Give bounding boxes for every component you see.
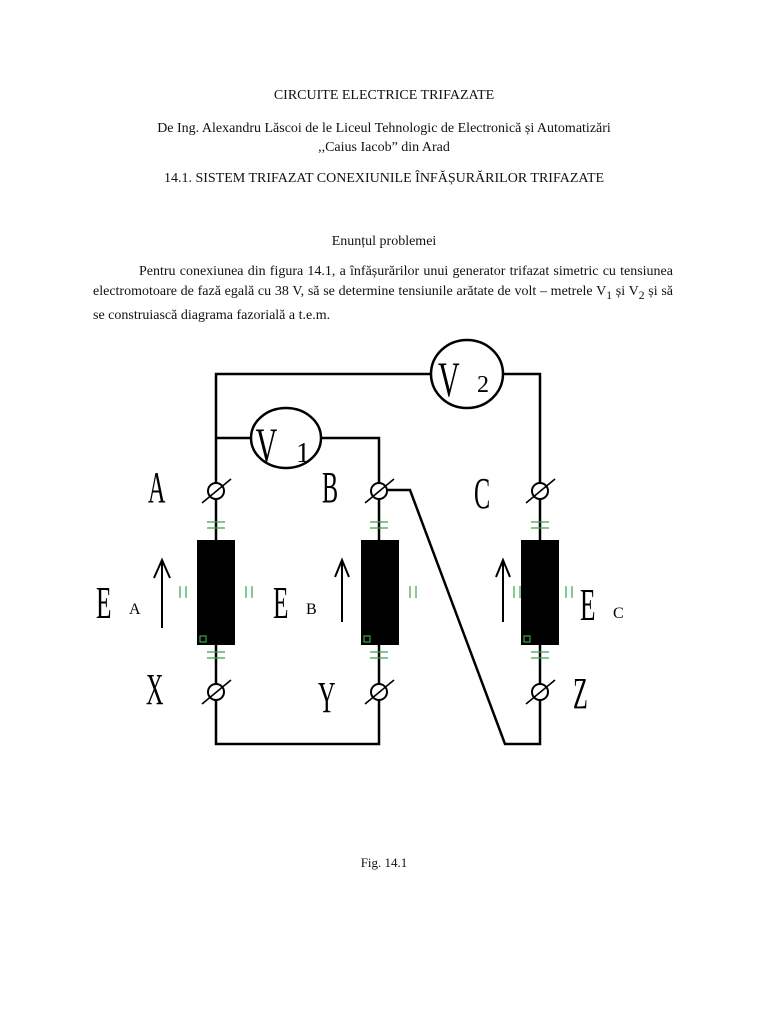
wire-v2-to-c — [503, 374, 540, 490]
arrow-eb — [335, 560, 349, 622]
problem-text-3: și să se construiască diagrama fazorială a t.e.m. — [93, 284, 673, 323]
arrow-ea — [154, 560, 170, 628]
arrow-ec — [496, 560, 510, 622]
v2-letter: V — [438, 351, 460, 407]
label-a: A — [148, 462, 166, 512]
emf-c-index: C — [613, 605, 624, 622]
v2-index: 2 — [477, 372, 489, 398]
circuit-diagram — [0, 330, 768, 760]
school-line: ,,Caius Iacob” din Arad — [318, 140, 450, 155]
winding-b — [361, 540, 399, 645]
problem-text-1: Pentru conexiunea din figura 14.1, a înfășurărilor unui generator trifazat simetric cu tensiunea electromotoare de fază egală cu 38 V, să se determine tensiunile arătate de volt – metrele V — [93, 264, 673, 299]
problem-statement — [93, 262, 673, 326]
problem-text-2: și V — [612, 284, 639, 299]
label-z: Z — [573, 668, 588, 718]
emf-a-letter: E — [96, 578, 112, 630]
wire-x-to-y — [216, 698, 379, 744]
figure-caption: Fig. 14.1 — [360, 855, 408, 870]
emf-b-index: B — [306, 601, 317, 618]
v1-letter: V — [255, 417, 278, 473]
emf-c-letter: E — [580, 580, 596, 632]
wire-b-to-z — [386, 490, 540, 744]
label-c: C — [474, 468, 491, 518]
label-y: Y — [318, 672, 336, 722]
document-title: CIRCUITE ELECTRICE TRIFAZATE — [273, 88, 495, 103]
author-line: De Ing. Alexandru Lăscoi de le Liceul Tehnologic de Electronică și Automatizări — [157, 121, 611, 136]
label-b: B — [322, 462, 339, 512]
label-x: X — [146, 664, 164, 714]
subscript-2: 2 — [638, 288, 645, 302]
emf-b-letter: E — [273, 578, 289, 630]
problem-heading: Enunțul problemei — [331, 234, 437, 249]
subscript-1: 1 — [606, 288, 613, 302]
emf-a-index: A — [129, 601, 141, 618]
v1-index: 1 — [296, 438, 310, 469]
winding-a — [197, 540, 235, 645]
winding-c — [521, 540, 559, 645]
section-title: 14.1. SISTEM TRIFAZAT CONEXIUNILE ÎNFĂȘURĂRILOR TRIFAZATE — [163, 171, 605, 186]
